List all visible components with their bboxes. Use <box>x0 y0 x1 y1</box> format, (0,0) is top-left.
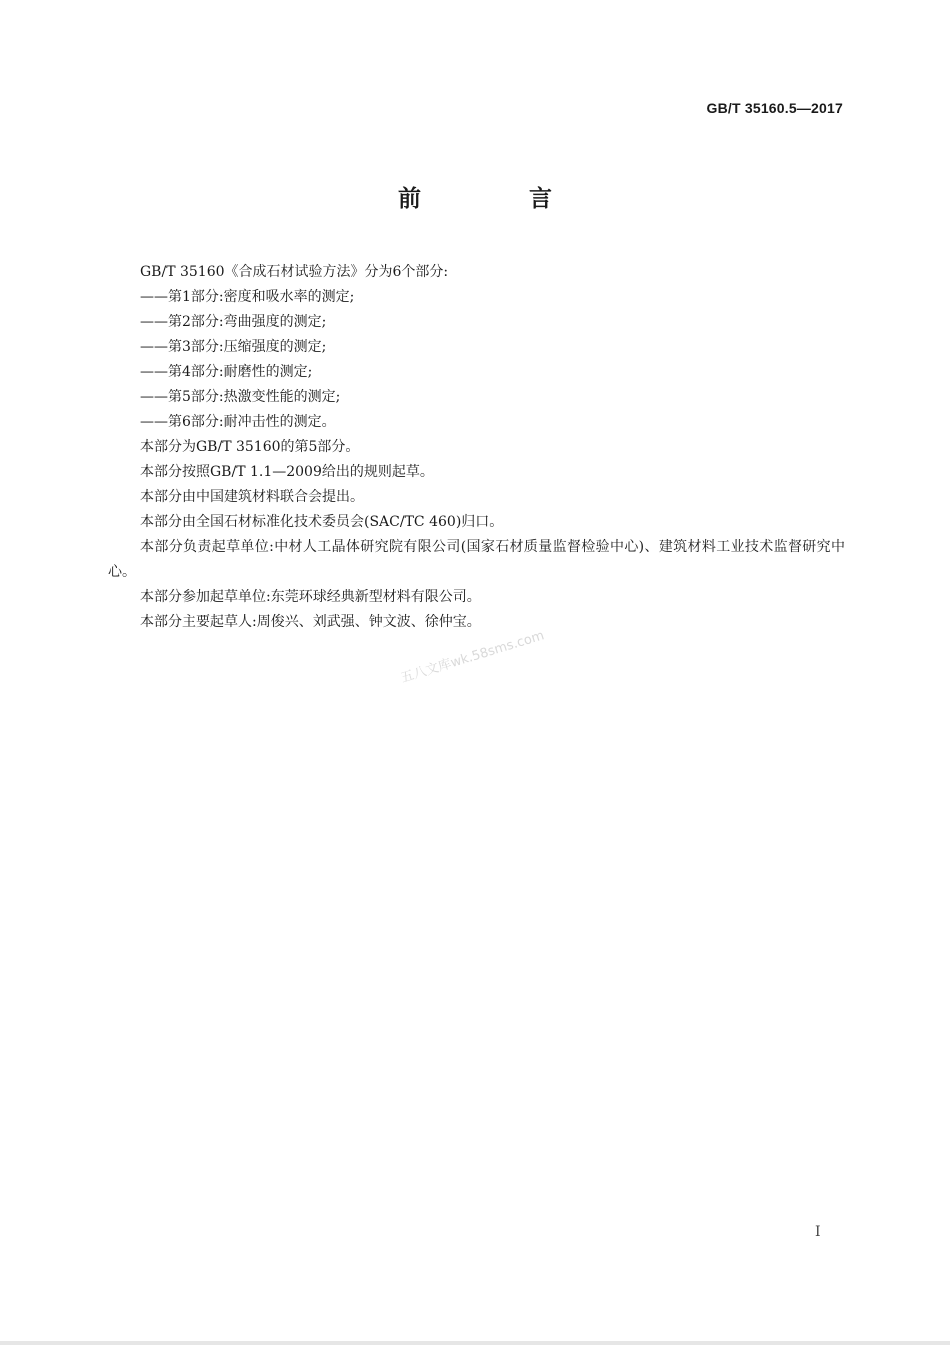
paragraph-proposed-by: 本部分由中国建筑材料联合会提出。 <box>140 489 364 505</box>
paragraph-parts-intro: GB/T 35160《合成石材试验方法》分为6个部分: <box>140 264 449 280</box>
watermark-text: 五八文库wk.58sms.com <box>399 628 546 687</box>
paragraph-main-drafters: 本部分主要起草人:周俊兴、刘武强、钟文波、徐仲宝。 <box>140 614 481 630</box>
paragraph-drafting-units: 本部分负责起草单位:中材人工晶体研究院有限公司(国家石材质量监督检验中心)、建筑材料工业技术监督研究中心。 <box>108 539 845 580</box>
list-item-part-6: ——第6部分:耐冲击性的测定。 <box>140 414 336 430</box>
list-item-part-4: ——第4部分:耐磨性的测定; <box>140 364 313 380</box>
paragraph-participating-units: 本部分参加起草单位:东莞环球经典新型材料有限公司。 <box>140 589 481 605</box>
foreword-body <box>108 260 845 635</box>
list-item-part-1: ——第1部分:密度和吸水率的测定; <box>140 289 355 305</box>
list-item-part-2: ——第2部分:弯曲强度的测定; <box>140 314 327 330</box>
list-item-part-3: ——第3部分:压缩强度的测定; <box>140 339 327 355</box>
page-number: I <box>815 1224 821 1240</box>
list-item-part-5: ——第5部分:热激变性能的测定; <box>140 389 341 405</box>
paragraph-this-part: 本部分为GB/T 35160的第5部分。 <box>140 439 360 455</box>
page-title: 前 言 <box>397 186 602 212</box>
paragraph-administered-by: 本部分由全国石材标准化技术委员会(SAC/TC 460)归口。 <box>140 514 504 530</box>
standard-code: GB/T 35160.5—2017 <box>706 100 843 116</box>
paragraph-drafting-rules: 本部分按照GB/T 1.1—2009给出的规则起草。 <box>140 464 434 480</box>
page-bottom-edge <box>0 1341 950 1345</box>
